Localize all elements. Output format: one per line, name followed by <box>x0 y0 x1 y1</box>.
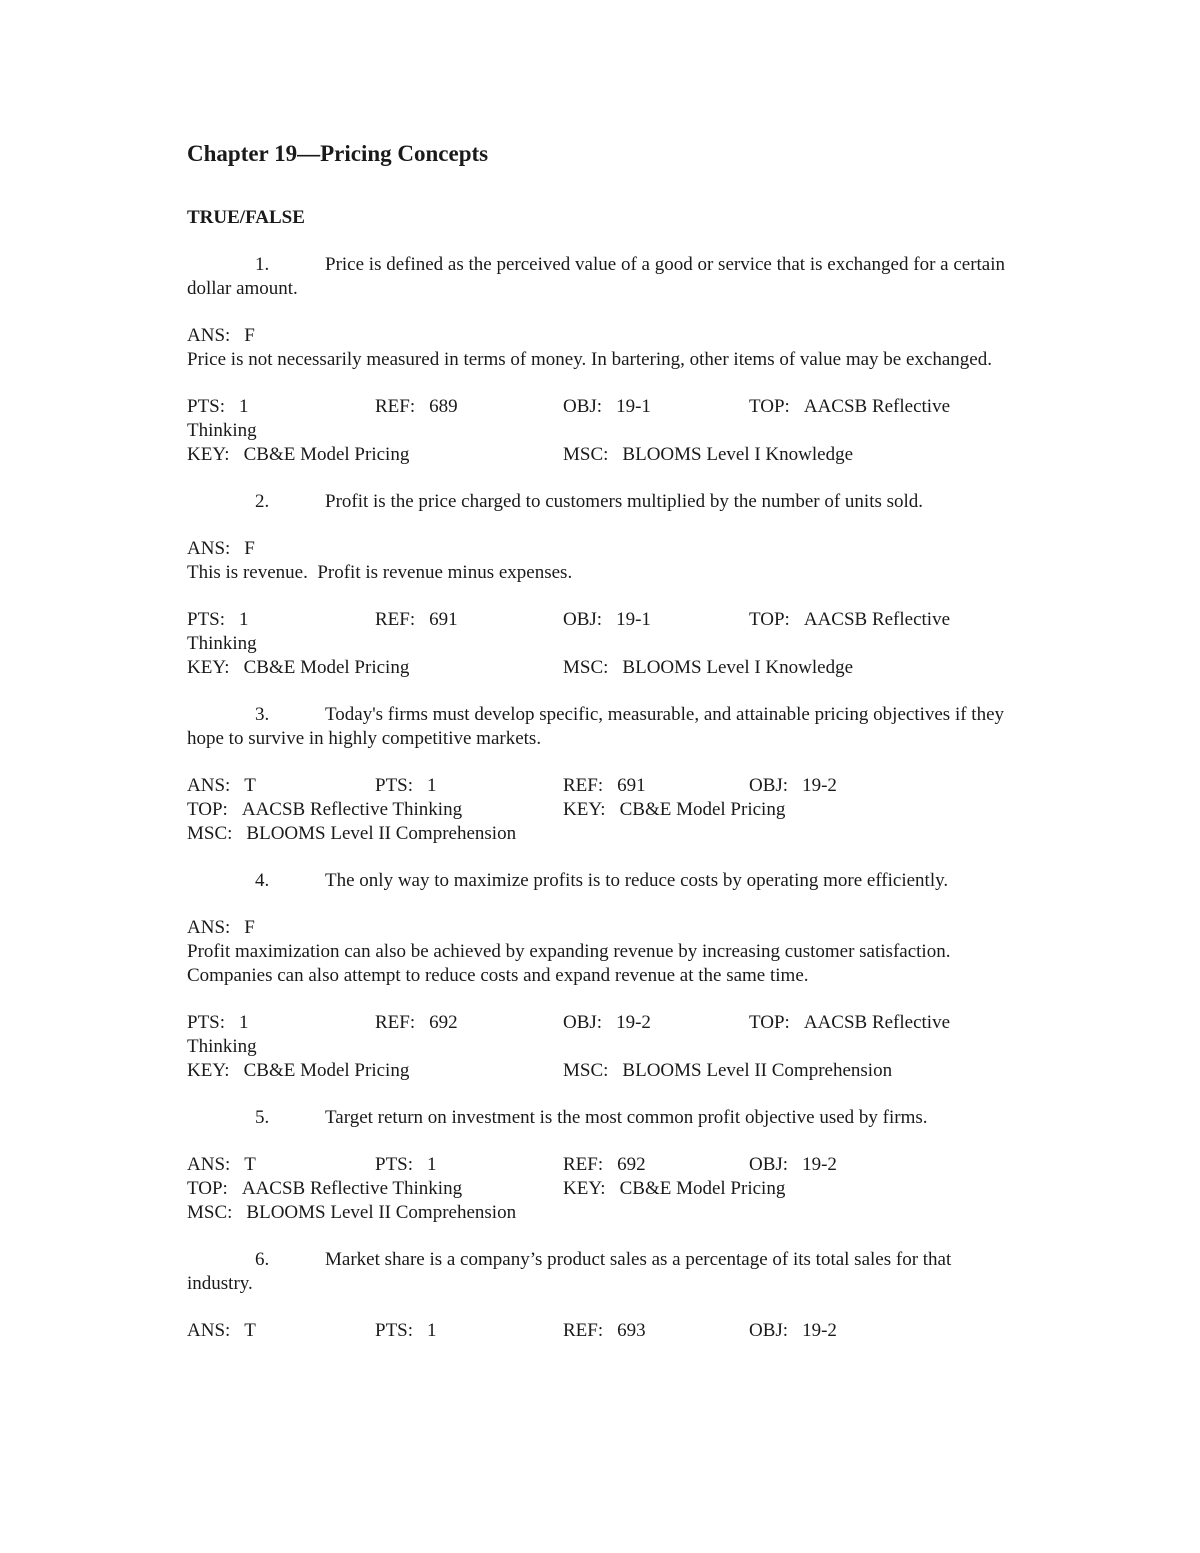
ref-label: REF: <box>563 1154 604 1175</box>
key-label: KEY: <box>563 1178 606 1199</box>
top-value-wrap: Thinking <box>187 633 257 654</box>
key-value: CB&E Model Pricing <box>243 1060 410 1081</box>
ans-value: T <box>244 1154 256 1175</box>
obj-value: 19-2 <box>802 1320 837 1341</box>
metadata-3 <box>187 774 1017 846</box>
obj-label: OBJ: <box>563 1012 603 1033</box>
ref-label: REF: <box>563 775 604 796</box>
key-value: CB&E Model Pricing <box>619 799 786 820</box>
ref-value: 692 <box>429 1012 458 1033</box>
key-value: CB&E Model Pricing <box>243 444 410 465</box>
ref-label: REF: <box>375 1012 416 1033</box>
obj-label: OBJ: <box>563 609 603 630</box>
question-number: 5. <box>255 1107 270 1128</box>
question-text: Target return on investment is the most common profit objective used by firms. <box>325 1107 928 1128</box>
key-label: KEY: <box>187 444 230 465</box>
answer-explanation: Price is not necessarily measured in terms of money. In bartering, other items of value may be exchanged. <box>187 349 992 370</box>
metadata-1 <box>187 395 1017 467</box>
msc-label: MSC: <box>563 1060 609 1081</box>
pts-label: PTS: <box>375 775 414 796</box>
obj-value: 19-2 <box>616 1012 651 1033</box>
top-label: TOP: <box>749 1012 790 1033</box>
key-label: KEY: <box>563 799 606 820</box>
ans-label: ANS: <box>187 1320 231 1341</box>
answer-explanation: This is revenue. Profit is revenue minus expenses. <box>187 562 573 583</box>
pts-label: PTS: <box>187 396 226 417</box>
chapter-title: Chapter 19—Pricing Concepts <box>187 141 489 166</box>
pts-value: 1 <box>427 1320 437 1341</box>
msc-label: MSC: <box>563 657 609 678</box>
question-number: 2. <box>255 491 270 512</box>
question-number: 4. <box>255 870 270 891</box>
pts-value: 1 <box>239 609 249 630</box>
pts-value: 1 <box>239 1012 249 1033</box>
top-value-wrap: Thinking <box>187 420 257 441</box>
ref-value: 689 <box>429 396 458 417</box>
ref-value: 691 <box>429 609 458 630</box>
pts-label: PTS: <box>375 1154 414 1175</box>
question-3 <box>187 703 1017 751</box>
msc-label: MSC: <box>187 823 233 844</box>
msc-value: BLOOMS Level II Comprehension <box>246 1202 517 1223</box>
obj-value: 19-1 <box>616 396 651 417</box>
pts-label: PTS: <box>187 609 226 630</box>
ans-label: ANS: <box>187 775 231 796</box>
question-text: Price is defined as the perceived value of a good or service that is exchanged for a certain dollar amount. <box>187 254 1006 299</box>
obj-label: OBJ: <box>563 396 603 417</box>
msc-label: MSC: <box>187 1202 233 1223</box>
ans-label: ANS: <box>187 538 231 559</box>
answer-block-2 <box>187 537 1017 585</box>
msc-value: BLOOMS Level I Knowledge <box>622 657 854 678</box>
top-label: TOP: <box>187 1178 228 1199</box>
ref-value: 692 <box>617 1154 646 1175</box>
ref-value: 691 <box>617 775 646 796</box>
section-heading: TRUE/FALSE <box>187 207 305 228</box>
question-text: Market share is a company’s product sales as a percentage of its total sales for that industry. <box>187 1249 952 1294</box>
question-4 <box>187 869 1017 893</box>
question-text: Profit is the price charged to customers multiplied by the number of units sold. <box>325 491 924 512</box>
metadata-4 <box>187 1011 1017 1083</box>
key-label: KEY: <box>187 1060 230 1081</box>
answer-block-4 <box>187 916 1017 988</box>
ans-value: T <box>244 775 256 796</box>
key-label: KEY: <box>187 657 230 678</box>
question-5 <box>187 1106 1017 1130</box>
obj-label: OBJ: <box>749 775 789 796</box>
question-1 <box>187 253 1017 301</box>
top-value: AACSB Reflective <box>803 396 951 417</box>
ans-value: F <box>244 325 255 346</box>
top-label: TOP: <box>187 799 228 820</box>
metadata-6 <box>187 1319 1017 1343</box>
metadata-5 <box>187 1153 1017 1225</box>
question-text: The only way to maximize profits is to reduce costs by operating more efficiently. <box>325 870 949 891</box>
ans-value: T <box>244 1320 256 1341</box>
ans-value: F <box>244 917 255 938</box>
ref-label: REF: <box>375 609 416 630</box>
msc-value: BLOOMS Level II Comprehension <box>246 823 517 844</box>
pts-value: 1 <box>427 1154 437 1175</box>
msc-value: BLOOMS Level II Comprehension <box>622 1060 893 1081</box>
ref-value: 693 <box>617 1320 646 1341</box>
top-label: TOP: <box>749 609 790 630</box>
question-6 <box>187 1248 1017 1296</box>
top-value: AACSB Reflective Thinking <box>241 799 463 820</box>
ref-label: REF: <box>375 396 416 417</box>
question-2 <box>187 490 1017 514</box>
pts-value: 1 <box>427 775 437 796</box>
top-label: TOP: <box>749 396 790 417</box>
top-value-wrap: Thinking <box>187 1036 257 1057</box>
pts-label: PTS: <box>375 1320 414 1341</box>
ref-label: REF: <box>563 1320 604 1341</box>
ans-value: F <box>244 538 255 559</box>
question-number: 6. <box>255 1249 270 1270</box>
msc-label: MSC: <box>563 444 609 465</box>
ans-label: ANS: <box>187 1154 231 1175</box>
key-value: CB&E Model Pricing <box>243 657 410 678</box>
answer-block-1 <box>187 324 1017 372</box>
obj-value: 19-1 <box>616 609 651 630</box>
metadata-2 <box>187 608 1017 680</box>
answer-explanation: Profit maximization can also be achieved by expanding revenue by increasing customer satisfaction. Companies can also attempt to reduce costs and expand revenue at the same time. <box>187 941 951 986</box>
question-number: 3. <box>255 704 270 725</box>
ans-label: ANS: <box>187 917 231 938</box>
key-value: CB&E Model Pricing <box>619 1178 786 1199</box>
pts-label: PTS: <box>187 1012 226 1033</box>
obj-value: 19-2 <box>802 1154 837 1175</box>
obj-label: OBJ: <box>749 1154 789 1175</box>
obj-value: 19-2 <box>802 775 837 796</box>
question-number: 1. <box>255 254 270 275</box>
obj-label: OBJ: <box>749 1320 789 1341</box>
top-value: AACSB Reflective <box>803 609 951 630</box>
pts-value: 1 <box>239 396 249 417</box>
top-value: AACSB Reflective Thinking <box>241 1178 463 1199</box>
document-page <box>187 138 1017 1366</box>
ans-label: ANS: <box>187 325 231 346</box>
msc-value: BLOOMS Level I Knowledge <box>622 444 854 465</box>
question-text: Today's firms must develop specific, measurable, and attainable pricing objectives if they hope to survive in highly competitive markets. <box>187 704 1005 749</box>
top-value: AACSB Reflective <box>803 1012 951 1033</box>
